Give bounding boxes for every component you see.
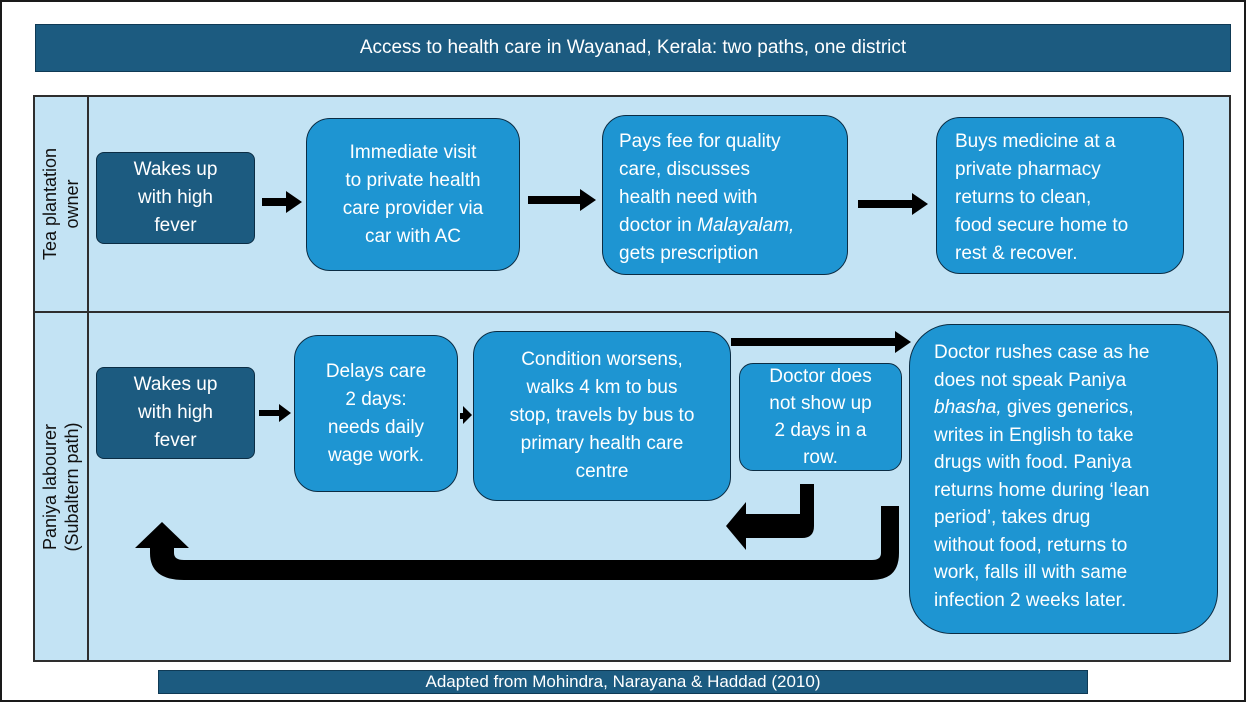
- box-line: Delays care: [325, 360, 427, 382]
- labourer-wake-box: [96, 367, 255, 459]
- box-line: row.: [803, 447, 838, 468]
- box-line: private pharmacy: [955, 159, 1101, 180]
- labourer-delay-box: [294, 335, 458, 492]
- lane-label-line: (Subaltern path): [62, 421, 82, 552]
- box-line: Pays fee for quality: [619, 131, 781, 152]
- labourer-outcome-box: [909, 324, 1218, 634]
- lane-label-line: owner: [62, 179, 82, 229]
- lane-label-line: Paniya labourer: [40, 423, 60, 550]
- box-line: fever: [154, 215, 197, 236]
- lane-label-column: [35, 313, 89, 660]
- box-line: returns to clean,: [955, 187, 1092, 208]
- lane-label-line: Tea plantation: [40, 147, 60, 261]
- labourer-no-show-box: [739, 363, 902, 471]
- box-line: primary health care: [520, 433, 684, 454]
- labourer-worsens-box: [473, 331, 731, 501]
- box-line: health need with: [619, 187, 758, 208]
- box-line: Condition worsens,: [521, 349, 683, 370]
- box-line: gets prescription: [619, 243, 759, 264]
- owner-consult-box: [602, 115, 848, 275]
- box-line: fever: [154, 430, 197, 451]
- box-line: work, falls ill with same: [934, 562, 1128, 583]
- lane-label-owner: [39, 148, 83, 260]
- box-line: care, discusses: [619, 159, 750, 180]
- box-line: returns home during ‘lean: [934, 479, 1150, 501]
- owner-visit-box: [306, 118, 520, 271]
- box-line: writes in English to take: [934, 424, 1134, 446]
- box-line: Buys medicine at a: [955, 131, 1116, 152]
- box-line: without food, returns to: [934, 534, 1128, 556]
- box-line: rest & recover.: [955, 243, 1078, 264]
- box-line: to private health: [345, 169, 481, 191]
- owner-wake-box: [96, 152, 255, 244]
- box-line: Doctor rushes case as he: [934, 342, 1150, 363]
- box-text: doctor in: [619, 215, 698, 236]
- box-line: infection 2 weeks later.: [934, 589, 1127, 611]
- box-line: needs daily: [327, 416, 425, 438]
- box-line: Wakes up: [133, 374, 218, 395]
- box-text-italic: bhasha,: [934, 397, 1002, 418]
- box-line: walks 4 km to bus: [526, 377, 678, 398]
- box-line: stop, travels by bus to: [509, 405, 695, 426]
- box-line: [619, 212, 833, 240]
- box-line: not show up: [769, 393, 872, 414]
- box-text: gives generics,: [1001, 397, 1134, 418]
- box-line: [934, 394, 1203, 422]
- source-credit: Adapted from Mohindra, Narayana & Haddad (2010): [158, 670, 1088, 694]
- box-text-italic: Malayalam,: [697, 215, 795, 236]
- owner-medicine-box: [936, 117, 1184, 274]
- diagram-title: Access to health care in Wayanad, Kerala: two paths, one district: [35, 24, 1231, 72]
- box-line: car with AC: [364, 225, 462, 247]
- lane-label-column: [35, 97, 89, 311]
- box-line: period’, takes drug: [934, 507, 1091, 528]
- box-line: wage work.: [327, 444, 425, 466]
- box-line: Immediate visit: [349, 141, 477, 163]
- box-line: 2 days in a: [774, 420, 867, 441]
- box-line: food secure home to: [955, 215, 1129, 236]
- box-line: does not speak Paniya: [934, 369, 1127, 391]
- box-line: with high: [138, 402, 213, 423]
- box-line: 2 days:: [345, 388, 407, 410]
- box-line: care provider via: [342, 197, 484, 219]
- box-line: centre: [575, 461, 629, 482]
- box-line: with high: [138, 187, 213, 208]
- box-line: Doctor does: [769, 366, 872, 387]
- lane-label-labourer: [39, 422, 83, 551]
- box-line: drugs with food. Paniya: [934, 452, 1132, 473]
- box-line: Wakes up: [133, 159, 218, 180]
